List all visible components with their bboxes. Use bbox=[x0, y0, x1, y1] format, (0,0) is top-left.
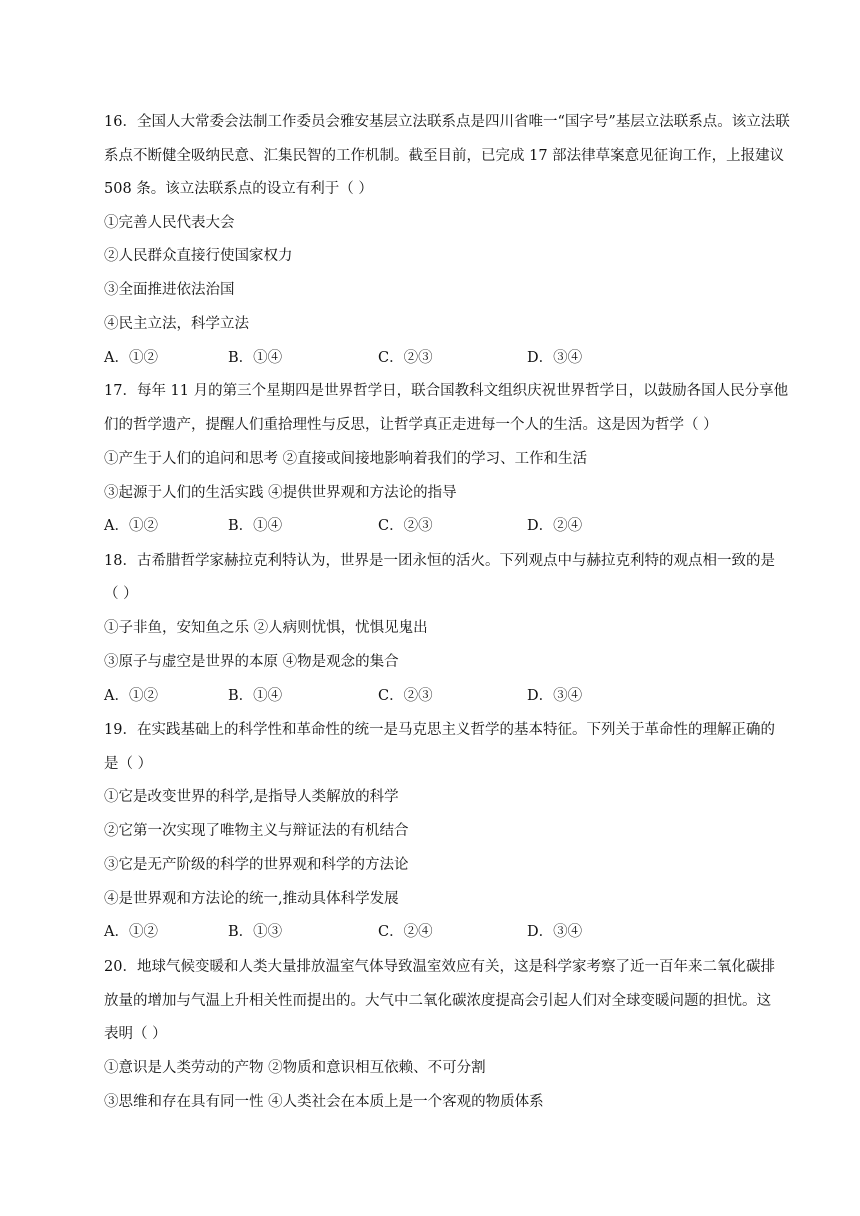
q18-stem-line-1: 18．古希腊哲学家赫拉克利特认为，世界是一团永恒的活火。下列观点中与赫拉克利特的观点相一致的是 bbox=[104, 553, 775, 569]
q16-choice-a[interactable]: A．①② bbox=[104, 350, 158, 366]
q20-option-3-4: ③思维和存在具有同一性 ④人类社会在本质上是一个客观的物质体系 bbox=[104, 1094, 544, 1110]
q19-choice-c[interactable]: C．②④ bbox=[378, 924, 433, 940]
q20-stem-line-3: 表明（ ） bbox=[104, 1026, 167, 1042]
q18-option-3-4: ③原子与虚空是世界的本原 ④物是观念的集合 bbox=[104, 654, 399, 670]
q16-stem-line-3: 508 条。该立法联系点的设立有利于（ ） bbox=[104, 181, 373, 197]
q17-stem-line-1: 17．每年 11 月的第三个星期四是世界哲学日，联合国教科文组织庆祝世界哲学日，以鼓励各国人民分享他 bbox=[104, 383, 789, 399]
q17-choice-b[interactable]: B．①④ bbox=[228, 518, 283, 534]
q16-choice-d[interactable]: D．③④ bbox=[527, 350, 583, 366]
q20-option-1-2: ①意识是人类劳动的产物 ②物质和意识相互依赖、不可分割 bbox=[104, 1060, 486, 1076]
q20-stem-line-2: 放量的增加与气温上升相关性而提出的。大气中二氧化碳浓度提高会引起人们对全球变暖问题的担忧。这 bbox=[104, 993, 771, 1009]
q16-choice-b[interactable]: B．①④ bbox=[228, 350, 283, 366]
q16-option-1: ①完善人民代表大会 bbox=[104, 215, 235, 231]
q19-choices bbox=[104, 922, 794, 942]
q18-choices bbox=[104, 686, 794, 706]
q19-choice-b[interactable]: B．①③ bbox=[228, 924, 283, 940]
q16-option-3: ③全面推进依法治国 bbox=[104, 282, 235, 298]
q19-option-3: ③它是无产阶级的科学的世界观和科学的方法论 bbox=[104, 857, 409, 873]
q16-option-2: ②人民群众直接行使国家权力 bbox=[104, 248, 293, 264]
q18-stem-line-2: （ ） bbox=[104, 586, 138, 602]
q17-stem-line-2: 们的哲学遗产，提醒人们重拾理性与反思，让哲学真正走进每一个人的生活。这是因为哲学（ ） bbox=[104, 417, 718, 433]
q18-choice-a[interactable]: A．①② bbox=[104, 688, 158, 704]
q16-stem-line-2: 系点不断健全吸纳民意、汇集民智的工作机制。截至目前，已完成 17 部法律草案意见征询工作，上报建议 bbox=[104, 148, 785, 164]
q16-choice-c[interactable]: C．②③ bbox=[378, 350, 433, 366]
q17-option-3-4: ③起源于人们的生活实践 ④提供世界观和方法论的指导 bbox=[104, 485, 457, 501]
q18-choice-b[interactable]: B．①④ bbox=[228, 688, 283, 704]
q17-choices bbox=[104, 516, 794, 536]
q16-choices bbox=[104, 348, 794, 368]
q18-choice-c[interactable]: C．②③ bbox=[378, 688, 433, 704]
q19-stem-line-2: 是（ ） bbox=[104, 756, 153, 772]
q18-option-1-2: ①子非鱼，安知鱼之乐 ②人病则忧惧，忧惧见鬼出 bbox=[104, 620, 428, 636]
q20-stem-line-1: 20．地球气候变暖和人类大量排放温室气体导致温室效应有关，这是科学家考察了近一百年来二氧化碳排 bbox=[104, 959, 775, 975]
q19-option-4: ④是世界观和方法论的统一,推动具体科学发展 bbox=[104, 891, 399, 907]
q19-choice-d[interactable]: D．③④ bbox=[527, 924, 583, 940]
q19-option-1: ①它是改变世界的科学,是指导人类解放的科学 bbox=[104, 789, 399, 805]
q16-option-4: ④民主立法，科学立法 bbox=[104, 316, 249, 332]
q17-option-1-2: ①产生于人们的追问和思考 ②直接或间接地影响着我们的学习、工作和生活 bbox=[104, 451, 588, 467]
q17-choice-d[interactable]: D．②④ bbox=[527, 518, 583, 534]
q16-stem-line-1: 16．全国人大常委会法制工作委员会雅安基层立法联系点是四川省唯一“国字号”基层立法联系点。该立法联 bbox=[104, 114, 790, 130]
q19-option-2: ②它第一次实现了唯物主义与辩证法的有机结合 bbox=[104, 823, 409, 839]
q19-stem-line-1: 19．在实践基础上的科学性和革命性的统一是马克思主义哲学的基本特征。下列关于革命性的理解正确的 bbox=[104, 722, 775, 738]
q17-choice-a[interactable]: A．①② bbox=[104, 518, 158, 534]
q19-choice-a[interactable]: A．①② bbox=[104, 924, 158, 940]
q18-choice-d[interactable]: D．③④ bbox=[527, 688, 583, 704]
q17-choice-c[interactable]: C．②③ bbox=[378, 518, 433, 534]
